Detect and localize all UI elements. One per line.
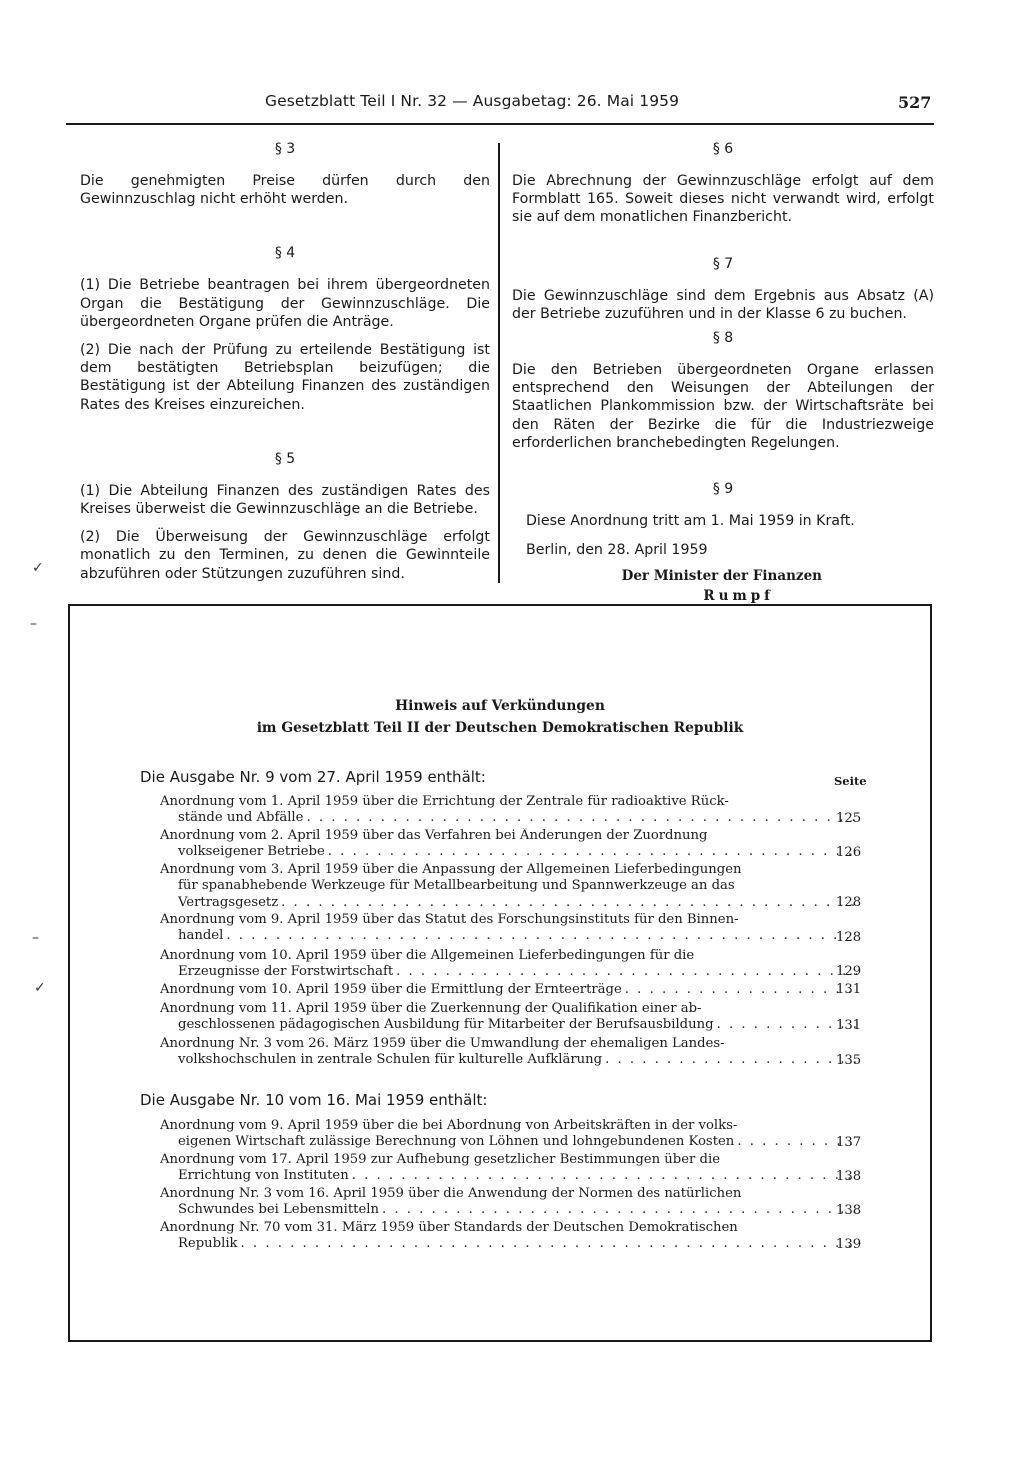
column-divider	[498, 143, 500, 583]
margin-mark: –	[30, 616, 37, 632]
signature-title: Der Minister der Finanzen	[621, 568, 822, 585]
section-9-text: Diese Anordnung tritt am 1. Mai 1959 in Kraft.	[526, 513, 855, 530]
toc-entry: Anordnung vom 11. April 1959 über die Zuerkennung der Qualifikation einer ab- geschlossenen pädagogischen Ausbildung für Mitarbeiter der Berufsausbildung . . .	[160, 1001, 860, 1034]
notice-title: Hinweis auf Verkündungen	[395, 698, 605, 714]
toc-entry: Anordnung vom 10. April 1959 über die Allgemeinen Lieferbedingungen für die Erzeugnisse der Forstwirtschaft . . .	[160, 948, 860, 981]
section-9-heading: § 9	[712, 481, 734, 498]
toc-entry: Anordnung vom 9. April 1959 über die bei Abordnung von Arbeitskräften in der volks- eigenen Wirtschaft zulässige Berechnung von Löhnen und lohngebundenen Kosten . . .	[160, 1118, 860, 1151]
header-rule	[66, 123, 934, 125]
margin-mark: ✓	[34, 980, 46, 996]
date-line: Berlin, den 28. April 1959	[526, 542, 708, 559]
section-8-text: Die den Betrieben übergeordneten Organe erlassen entsprechend den Weisungen der Abteilungen der Staatlichen Plankommission bzw. der Wirtschaftsräte bei den Räten der Bezirke die für die Industriezweige erforderlichen branchebedingten Regelungen.	[512, 362, 934, 451]
notice-box	[68, 604, 932, 1342]
left-column	[80, 134, 490, 583]
toc-page-number: 126	[836, 845, 862, 860]
toc-entry: Anordnung Nr. 3 vom 16. April 1959 über die Anwendung der Normen des natürlichen Schwundes bei Lebensmitteln . . .	[160, 1186, 860, 1219]
toc-page-number: 128	[836, 895, 862, 910]
section-5-para-2: (2) Die Überweisung der Gewinnzuschläge erfolgt monatlich zu den Terminen, zu denen die Gewinnteile abzuführen oder Stützungen zuzuführen sind.	[80, 529, 490, 582]
toc-page-number: 138	[836, 1203, 862, 1218]
section-4-para-2: (2) Die nach der Prüfung zu erteilende Bestätigung ist dem bestätigten Betriebsplan beizufügen; die Bestätigung ist der Abteilung Finanzen des zuständigen Rates des Kreises einzureichen.	[80, 342, 490, 413]
toc-entry: Anordnung Nr. 3 vom 26. März 1959 über die Umwandlung der ehemaligen Landes- volkshochschulen in zentrale Schulen für kulturelle Aufklärung . . .	[160, 1036, 860, 1069]
toc-page-number: 131	[836, 982, 862, 997]
toc-entry: Anordnung vom 3. April 1959 über die Anpassung der Allgemeinen Lieferbedingungen für spanabhebende Werkzeuge für Metallbearbeitung und Spannwerkzeuge an das Vertragsgesetz . . .	[160, 862, 860, 911]
section-7-heading: § 7	[712, 255, 734, 272]
notice-subtitle: im Gesetzblatt Teil II der Deutschen Demokratischen Republik	[256, 720, 744, 736]
toc-page-number: 129	[836, 964, 862, 979]
toc-page-number: 139	[836, 1237, 862, 1252]
section-6-text: Die Abrechnung der Gewinnzuschläge erfolgt auf dem Formblatt 165. Soweit dieses nicht verwandt wird, erfolgt sie auf dem monatlichen Finanzbericht.	[512, 173, 934, 226]
toc-entry: Anordnung vom 17. April 1959 zur Aufhebung gesetzlicher Bestimmungen über die Errichtung von Instituten . . .	[160, 1152, 860, 1185]
toc-entry: Anordnung Nr. 70 vom 31. März 1959 über Standards der Deutschen Demokratischen Republik . . .	[160, 1220, 860, 1253]
toc-entry: Anordnung vom 9. April 1959 über das Statut des Forschungsinstituts für den Binnen- handel . . .	[160, 912, 860, 945]
toc-entry: Anordnung vom 2. April 1959 über das Verfahren bei Änderungen der Zuordnung volkseigener Betriebe . . .	[160, 828, 860, 861]
toc-page-number: 138	[836, 1169, 862, 1184]
section-5-heading: § 5	[274, 450, 296, 467]
toc-page-number: 135	[836, 1053, 862, 1068]
page-number: 527	[898, 93, 932, 112]
toc-entry: Anordnung vom 10. April 1959 über die Ermittlung der Ernteerträge . . .	[160, 982, 860, 998]
margin-mark: –	[32, 930, 39, 946]
section-7-text: Die Gewinnzuschläge sind dem Ergebnis aus Absatz (A) der Betriebe zuzuführen und in der Klasse 6 zu buchen.	[512, 287, 934, 322]
section-4-heading: § 4	[274, 245, 296, 262]
page-column-label: Seite	[834, 774, 867, 788]
section-4-para-1: (1) Die Betriebe beantragen bei ihrem übergeordneten Organ die Bestätigung der Gewinnzuschläge. Die übergeordneten Organe prüfen die Anträge.	[80, 277, 490, 330]
section-6-heading: § 6	[712, 141, 734, 157]
signature-name: Rumpf	[703, 588, 774, 605]
toc-entry: Anordnung vom 1. April 1959 über die Errichtung der Zentrale für radioaktive Rück- stände und Abfälle . . .	[160, 794, 860, 827]
toc-page-number: 131	[836, 1018, 862, 1033]
toc-page-number: 137	[836, 1135, 862, 1150]
section-5-para-1: (1) Die Abteilung Finanzen des zuständigen Rates des Kreises überweist die Gewinnzuschläge an die Betriebe.	[80, 482, 490, 518]
section-3-heading: § 3	[274, 141, 296, 157]
section-8-heading: § 8	[712, 330, 734, 347]
toc-page-number: 125	[836, 811, 862, 826]
section-3-text: Die genehmigten Preise dürfen durch den Gewinnzuschlag nicht erhöht werden.	[80, 173, 490, 208]
right-column	[512, 134, 934, 604]
running-header: Gesetzblatt Teil I Nr. 32 — Ausgabetag: 26. Mai 1959	[265, 92, 680, 110]
issue-10-heading: Die Ausgabe Nr. 10 vom 16. Mai 1959 enthält:	[140, 1091, 488, 1109]
issue-9-heading: Die Ausgabe Nr. 9 vom 27. April 1959 enthält:	[140, 768, 486, 786]
margin-mark: ✓	[32, 560, 44, 576]
toc-page-number: 128	[836, 930, 862, 945]
